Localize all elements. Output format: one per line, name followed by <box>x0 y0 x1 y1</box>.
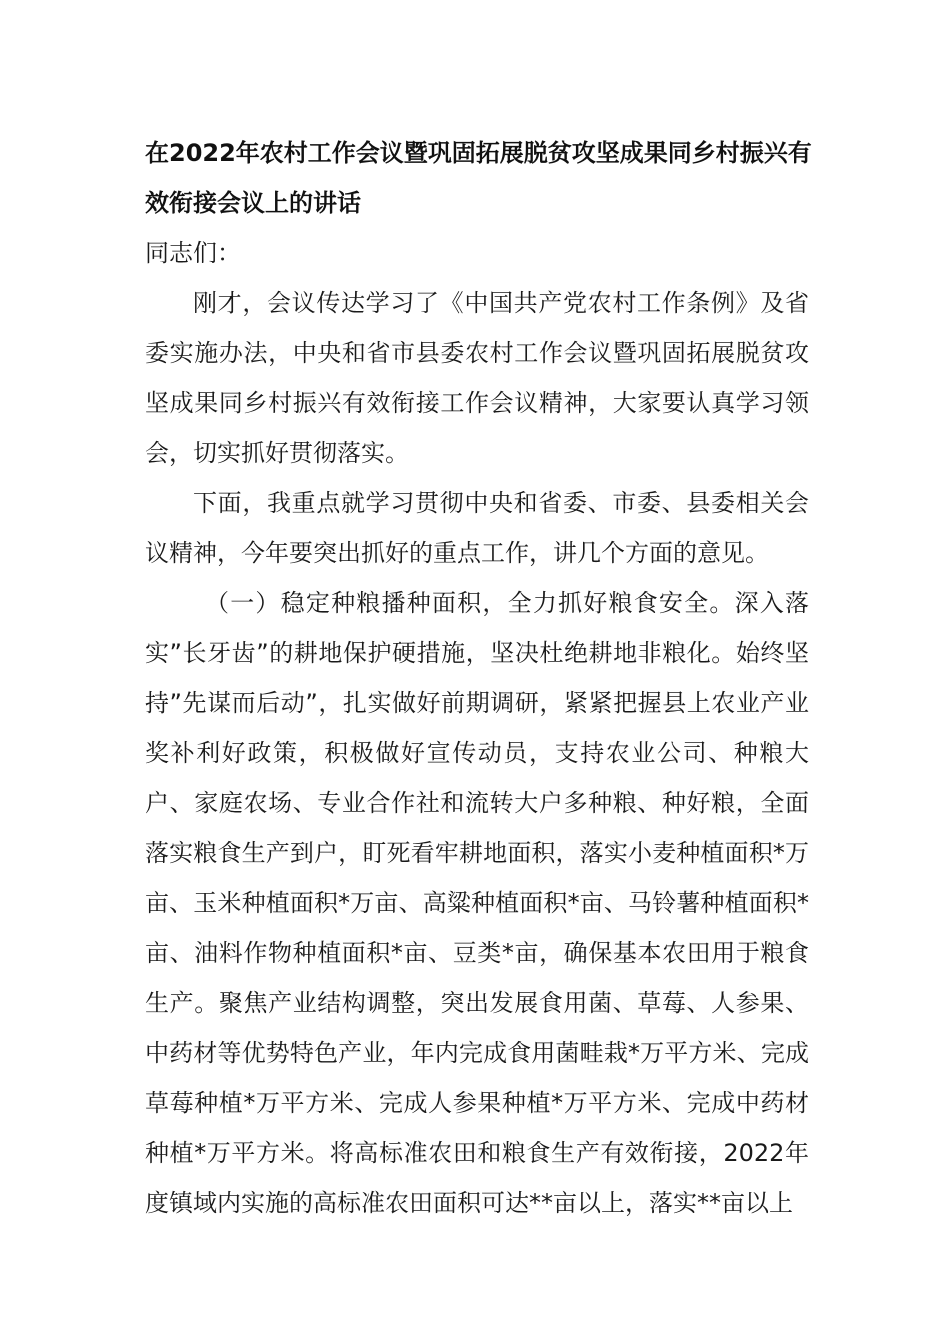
paragraph-intro: 下面，我重点就学习贯彻中央和省委、市委、县委相关会议精神，今年要突出抓好的重点工作，讲几个方面的意见。 <box>145 489 809 567</box>
paragraph-section-1: （一）稳定种粮播种面积，全力抓好粮食安全。深入落实”长牙齿”的耕地保护硬措施，坚决杜绝耕地非粮化。始终坚持”先谋而后动”，扎实做好前期调研，紧紧把握县上农业产业奖补利好政策，积极做好宣传动员，支持农业公司、种粮大户、家庭农场、专业合作社和流转大户多种粮、种好粮，全面落实粮食生产到户，盯死看牢耕地面积，落实小麦种植面积*万亩、玉米种植面积*万亩、高粱种植面积*亩、马铃薯种植面积*亩、油料作物种植面积*亩、豆类*亩，确保基本农田用于粮食生产。聚焦产业结构调整，突出发展食用菌、草莓、人参果、中药材等优势特色产业，年内完成食用菌畦栽*万平方米、完成草莓种植*万平方米、完成人参果种植*万平方米、完成中药材种植*万平方米。将高标准农田和粮食生产有效衔接，2022年度镇域内实施的高标准农田面积可达**亩以上，落实**亩以上 <box>145 589 809 1217</box>
document-title: 在2022年农村工作会议暨巩固拓展脱贫攻坚成果同乡村振兴有效衔接会议上的讲话 <box>145 139 812 217</box>
paragraph-opening: 刚才，会议传达学习了《中国共产党农村工作条例》及省委实施办法，中央和省市县委农村工作会议暨巩固拓展脱贫攻坚成果同乡村振兴有效衔接工作会议精神，大家要认真学习领会，切实抓好贯彻落实。 <box>145 289 809 467</box>
salutation: 同志们： <box>145 239 241 267</box>
